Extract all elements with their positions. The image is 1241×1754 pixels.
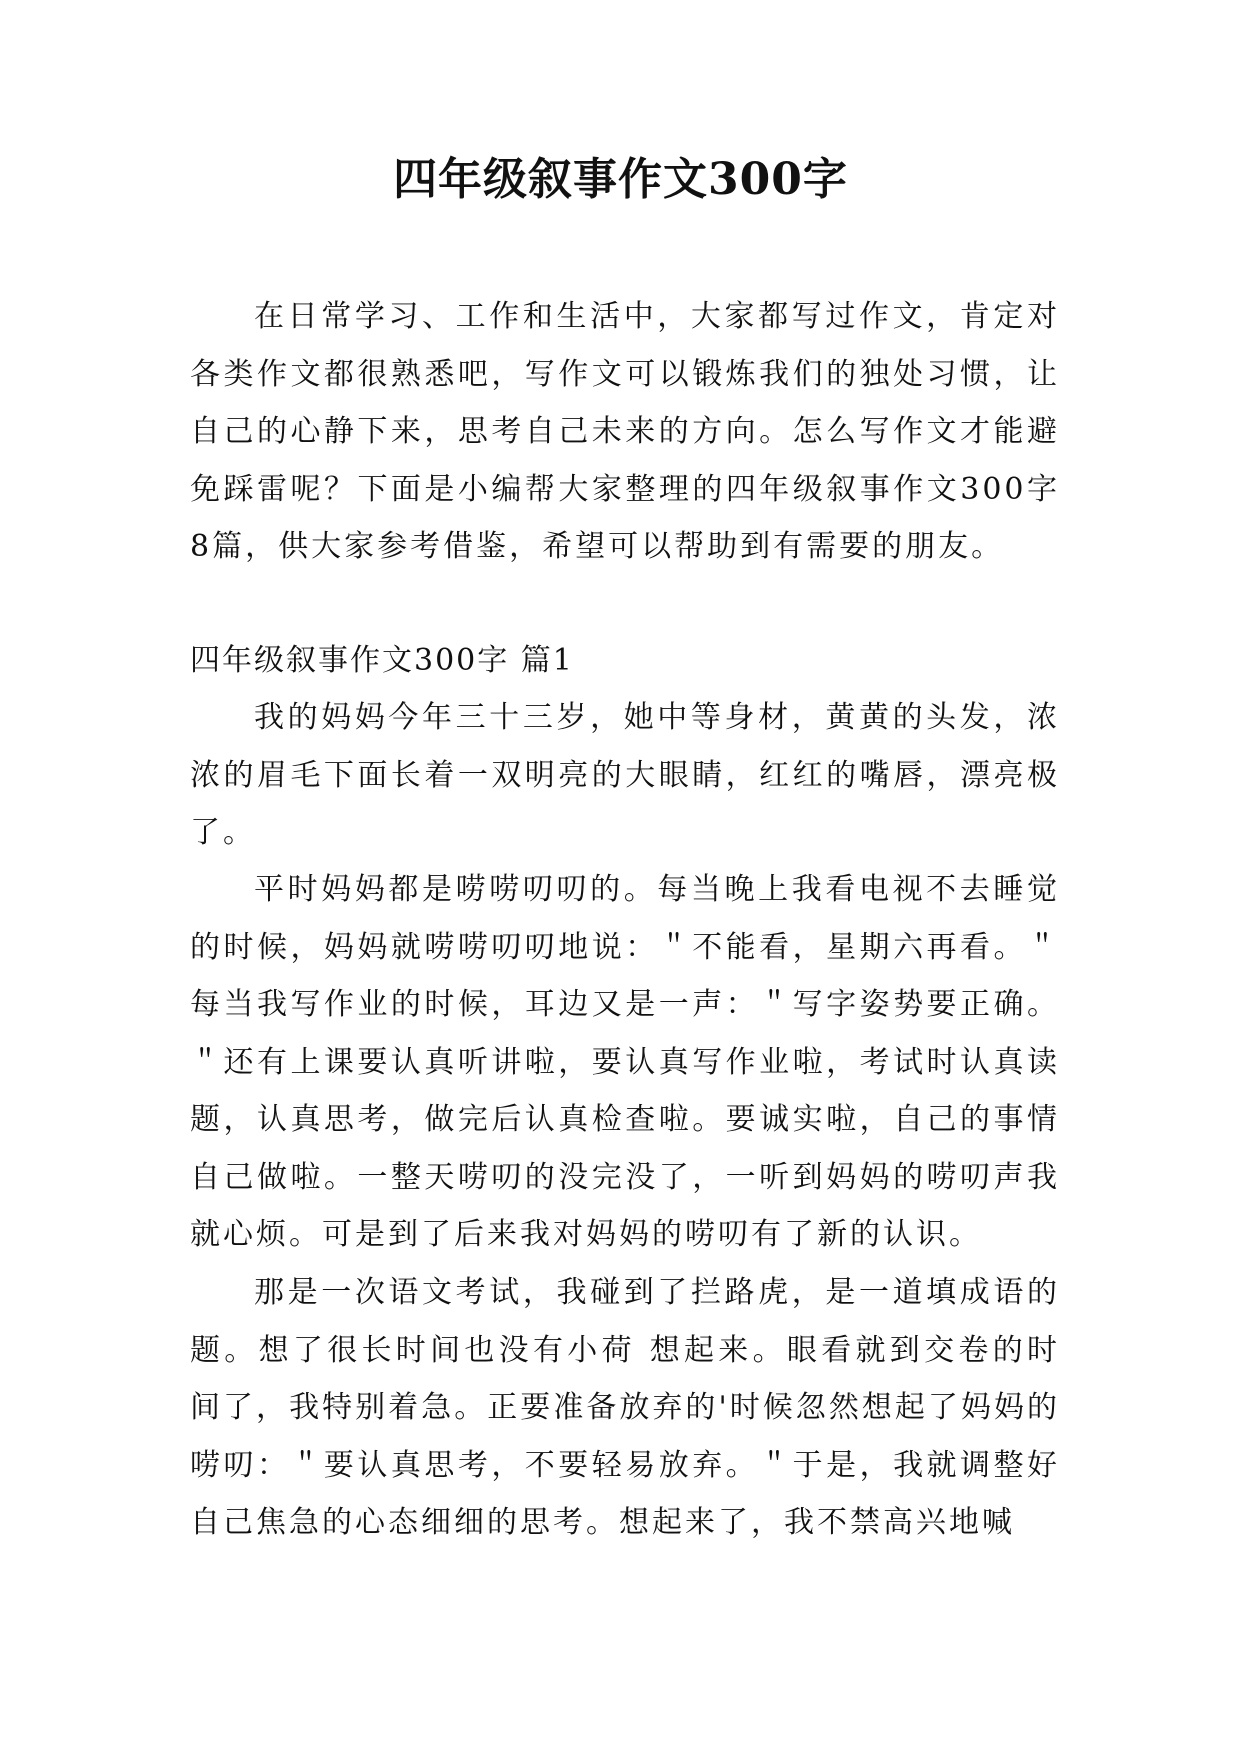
intro-paragraph: 在日常学习、工作和生活中，大家都写过作文，肯定对各类作文都很熟悉吧，写作文可以锻炼我们的独处习惯，让自己的心静下来，思考自己未来的方向。怎么写作文才能避免踩雷呢？下面是小编帮大家整理的四年级叙事作文300字8篇，供大家参考借鉴，希望可以帮助到有需要的朋友。 bbox=[190, 299, 1060, 564]
body-paragraph: 平时妈妈都是唠唠叨叨的。每当晚上我看电视不去睡觉的时候，妈妈就唠唠叨叨地说：＂不能看，星期六再看。＂每当我写作业的时候，耳边又是一声：＂写字姿势要正确。＂还有上课要认真听讲啦，要认真写作业啦，考试时认真读题，认真思考，做完后认真检查啦。要诚实啦，自己的事情自己做啦。一整天唠叨的没完没了，一听到妈妈的唠叨声我就心烦。可是到了后来我对妈妈的唠叨有了新的认识。 bbox=[190, 872, 1060, 1252]
page-title: 四年级叙事作文300字 bbox=[393, 154, 848, 205]
section-heading: 四年级叙事作文300字 篇1 bbox=[190, 643, 574, 678]
body-paragraph: 我的妈妈今年三十三岁，她中等身材，黄黄的头发，浓浓的眉毛下面长着一双明亮的大眼睛，红红的嘴唇，漂亮极了。 bbox=[190, 700, 1060, 850]
body-paragraph: 那是一次语文考试，我碰到了拦路虎，是一道填成语的题。想了很长时间也没有小荷 想起来。眼看就到交卷的时间了，我特别着急。正要准备放弃的'时候忽然想起了妈妈的唠叨：＂要认真思考，不要轻易放弃。＂于是，我就调整好自己焦急的心态细细的思考。想起来了，我不禁高兴地喊 bbox=[190, 1275, 1060, 1540]
